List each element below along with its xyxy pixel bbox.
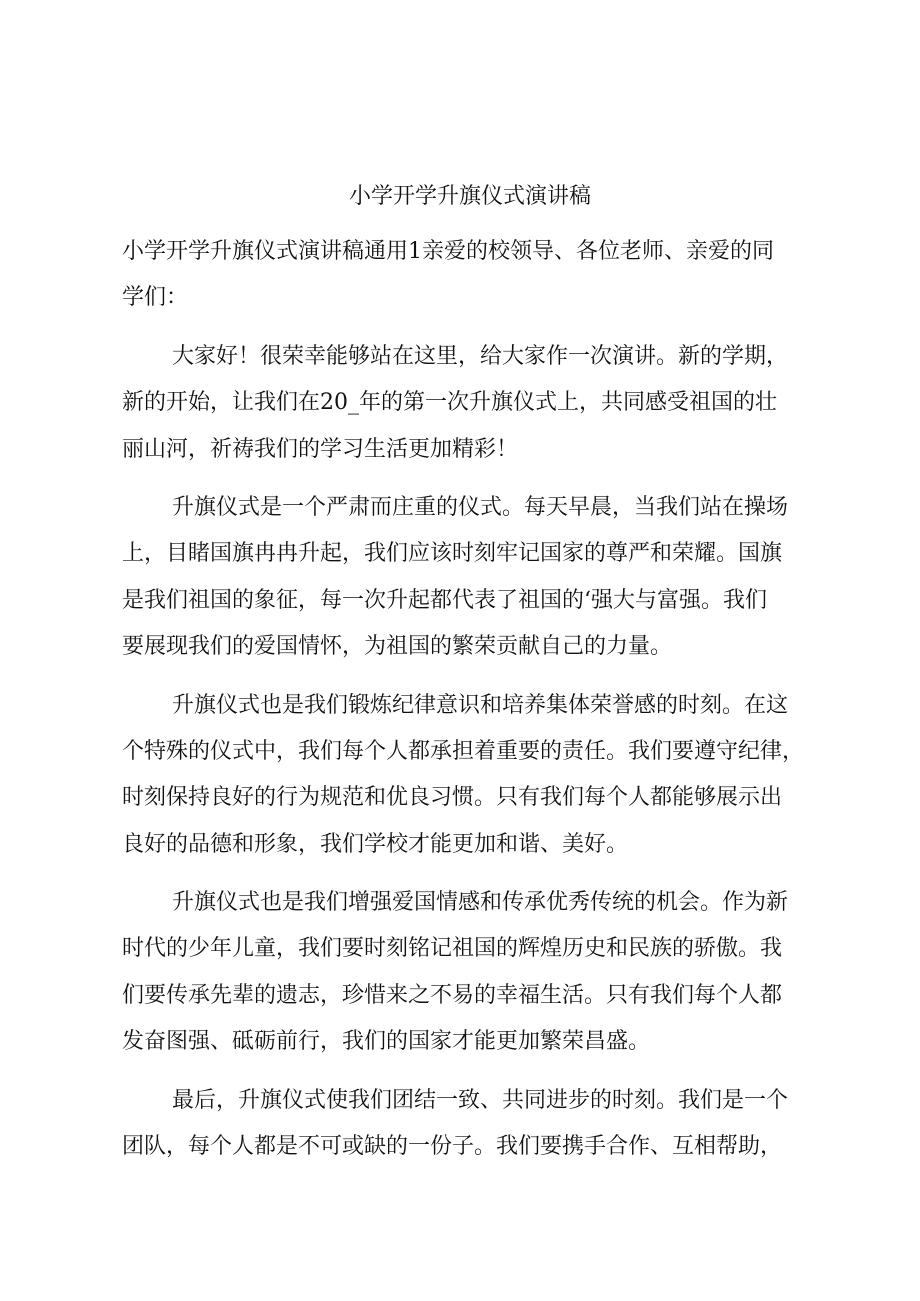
document-title: 小学开学升旗仪式演讲稿 <box>348 184 591 209</box>
document-body <box>122 236 818 1177</box>
text-line: 学们： <box>122 285 189 311</box>
paragraph <box>122 887 818 1073</box>
text-line: 要展现我们的爱国情怀，为祖国的繁荣贡献自己的力量。 <box>122 634 673 660</box>
text-line: 升旗仪式也是我们锻炼纪律意识和培养集体荣誉感的时刻。在这 <box>172 692 789 718</box>
text-line: 升旗仪式是一个严肃而庄重的仪式。每天早晨，当我们站在操场 <box>172 494 789 520</box>
text-line: 上，目睹国旗冉冉升起，我们应该时刻牢记国家的尊严和荣耀。国旗 <box>122 541 783 567</box>
text-line: 时刻保持良好的行为规范和优良习惯。只有我们每个人都能够展示出 <box>122 785 783 811</box>
paragraph <box>122 341 818 480</box>
paragraph <box>122 236 818 329</box>
text-line: 小学开学升旗仪式演讲稿通用1亲爱的校领导、各位老师、亲爱的同 <box>122 239 774 264</box>
text-line: 团队，每个人都是不可或缺的一份子。我们要携手合作、互相帮助， <box>122 1134 783 1160</box>
text-line: 最后，升旗仪式使我们团结一致、共同进步的时刻。我们是一个 <box>172 1087 789 1113</box>
text-line: 升旗仪式也是我们增强爱国情感和传承优秀传统的机会。作为新 <box>172 890 789 916</box>
text-line: 个特殊的仪式中，我们每个人都承担着重要的责任。我们要遵守纪律， <box>122 738 805 764</box>
paragraph <box>122 690 818 876</box>
text-line: 们要传承先辈的遗志，珍惜来之不易的幸福生活。只有我们每个人都 <box>122 982 783 1008</box>
text-line: 新的开始，让我们在20_年的第一次升旗仪式上，共同感受祖国的壮 <box>122 390 777 416</box>
paragraph <box>122 492 818 678</box>
text-line: 时代的少年儿童，我们要时刻铭记祖国的辉煌历史和民族的骄傲。我 <box>122 936 783 962</box>
text-line: 大家好！很荣幸能够站在这里，给大家作一次演讲。新的学期， <box>172 343 789 369</box>
text-line: 发奋图强、砥砺前行，我们的国家才能更加繁荣昌盛。 <box>122 1029 651 1055</box>
text-line: 是我们祖国的象征，每一次升起都代表了祖国的‘强大与富强。我们 <box>122 587 767 613</box>
paragraph <box>122 1085 818 1178</box>
text-line: 良好的品德和形象，我们学校才能更加和谐、美好。 <box>122 831 629 857</box>
text-line: 丽山河，祈祷我们的学习生活更加精彩！ <box>122 436 519 462</box>
